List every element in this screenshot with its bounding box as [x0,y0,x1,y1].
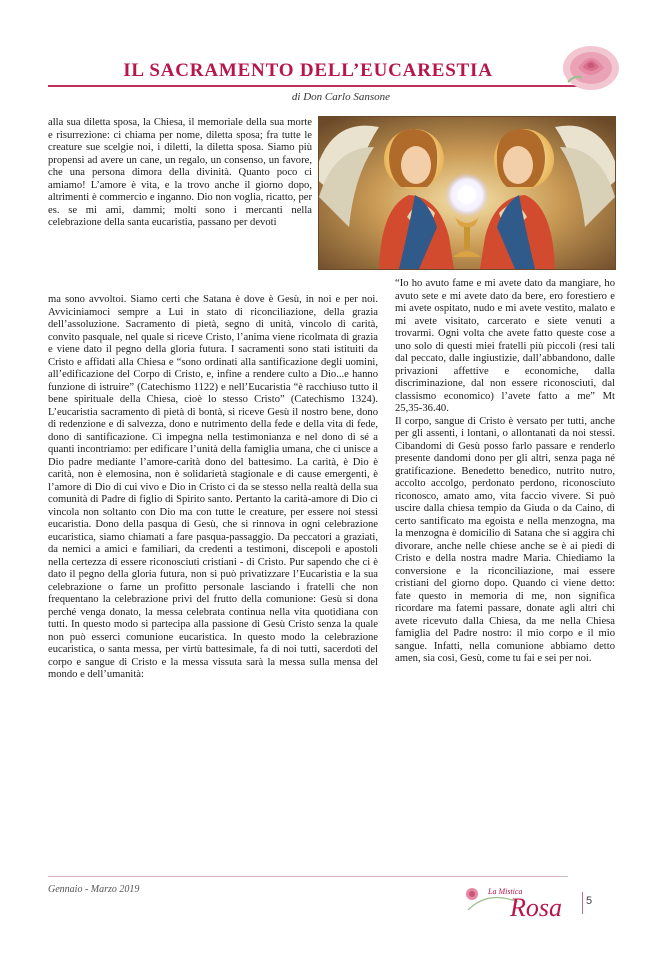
footer-rule [48,876,568,877]
byline: di Don Carlo Sansone [291,91,390,103]
rose-logo [458,880,583,922]
rose-icon [560,42,622,94]
article-column-right [395,278,615,666]
angels-illustration [318,116,616,270]
article-column-left-top [48,117,312,230]
paragraph: Il corpo, sangue di Cristo è versato per tutti, anche per gli assenti, i lontani, o allontanati da noi stessi. Cibandomi di Gesù posso farlo passare e renderlo presente dandomi dono per gli altri, senza paga né gratificazione. Benedetto benedico, nutrito nutro, accolto accolgo, perdonato perdono, riconosciuto riconosco, amato amo, vita faccio vivere. Si può uscire dalla chiesa tempio da Giuda o da Caino, di certo santificato ma egoista e nella menzogna, ma la menzogna è domicilio di Satana che si aggira chi divorare, anche nelle chiese anche se è ai piedi di Cristo e della nostra madre Maria. Chiediamo la conversione e la riconciliazione, mai essere cristiani del giorno dopo. Quando ci viene detto: fate questo in memoria di me, non significa ricordare ma fatemi passare, donate agli altri chi avete ricevuto dalla Chiesa, da me nella Chiesa famiglia del Padre nostro: il mio corpo e il mio sangue. Infatti, nella comunione abbiamo detto amen, sia così, Gesù, come tu fai e sei per noi. [395,415,615,664]
paragraph: ma sono avvoltoi. Siamo certi che Satana è dove è Gesù, in noi e per noi. Avviciniamoci sempre a Lui in stato di riconciliazione, della grazia dell’assoluzione. Sacramento di pietà, segno di unità, vincolo di carità, convito pasquale, nel quale si riceve Cristo, l’anima viene ricolmata di grazia e viene dato il pegno della gloria futura. I sacramenti sono stati istituiti da Cristo e affidati alla Chiesa e “sono ordinati alla santificazione degli uomini, all’edificazione del Corpo di Cristo, e, infine a rendere culto a Dio...e hanno funzione di istruire” (Catechismo 1122) e nell’Eucaristia “è racchiuso tutto il bene spirituale della Chiesa, cioè lo stesso Cristo” (Catechismo 1324). L’eucaristia sacramento di pietà di bontà, si riceve Gesù il nostro bene, dono di redenzione e di salvezza, dono e nutrimento della fede e della vita di fede, dono di santificazione. Ci impegna nella testimonianza e nel dono di sé a quanti incontriamo: per edificare l’unità della famiglia umana, che ci unisce a Dio padre mediante l’amore-carità dono del battesimo. La carità, è Dio è carità, non è elemosina, non è solidarietà stagionale e di cause emergenti, è l’amore di Dio di cui vivo e Dio in Cristo ci da se stesso nella realtà della sua comunità di Padre di figlio di Spirito santo. Pertanto la carità-amore di Dio ci vincola non soltanto con Dio ma con tutte le creature, per essere noi stessi eucaristia. Dono della pasqua di Gesù, che si rinnova in ogni celebrazione eucaristica, siamo chiamati a fare pasqua-passaggio. Da peccatori a graziati, da nemici a amici e familiari, da credenti a testimoni, discepoli e apostoli nella certezza di essere riconosciuti cristiani - di Cristo. Pur sapendo che ci è dato il pegno della gloria futura, non si può privatizzare l’Eucaristia e la sua celebrazione o farne un profitto personale lasciando i fratelli che non frequentano la celebrazione privi del frutto della comunione: Gesù si dona perché venga donato, la messa celebrata continua nella vita quotidiana con tutti. In questo modo si partecipa alla passione di Gesù Cristo senza la quale non può esserci comunione eucaristica. In questo modo la celebrazione eucaristica, o santa messa, per virtù battesimale, fa di noi tutti, sacerdoti del corpo e sangue di Cristo e la messa vissuta sarà la messa sulla mensa del mondo e dell’umanità: [48,294,378,680]
logo-text-big: Rosa [510,893,562,922]
page-title: IL SACRAMENTO DELL’EUCARESTIA [123,60,493,81]
paragraph: alla sua diletta sposa, la Chiesa, il memoriale della sua morte e risurrezione: ci chiama per nome, diletta sposa; fra tutte le creature sue scelgie noi, i diletti, la diletta sposa. Siamo più propensi ad avere un cane, un regalo, un consenso, un favore, che una persona dimora della divinità. Quanto poco ci amiamo! L’amore è vita, e la trovo anche il giorno dopo, altrimenti è commercio e inganno. Dio non voglia, ricatto, per es. se mi ami, dammi; molti sono i mercanti nella celebrazione della santa eucaristia, passano per devoti [48,117,312,228]
page-number-divider [582,892,583,914]
title-rule [48,85,578,87]
article-column-left [48,294,378,682]
logo-text-small: La Mistica [488,887,523,896]
quote-paragraph: “Io ho avuto fame e mi avete dato da mangiare, ho avuto sete e mi avete dato da bere, ero forestiero e mi avete ospitato, nudo e mi avete vestito, malato e mi avete visitato, carcerato e siete venuti a trovarmi. Ogni volta che avete fatto queste cose a uno solo di questi miei fratelli più piccoli (resi tali dal peccato, dalle ingiustizie, dall’abbandono, dalle privazioni affettive e economiche, dalla discriminazione, dal non essere riconosciuti, dal classismo economico) l’avete fatto a me” Mt 25,35-36.40. [395,278,615,414]
page-number: 5 [586,895,593,907]
issue-date: Gennaio - Marzo 2019 [48,884,140,895]
